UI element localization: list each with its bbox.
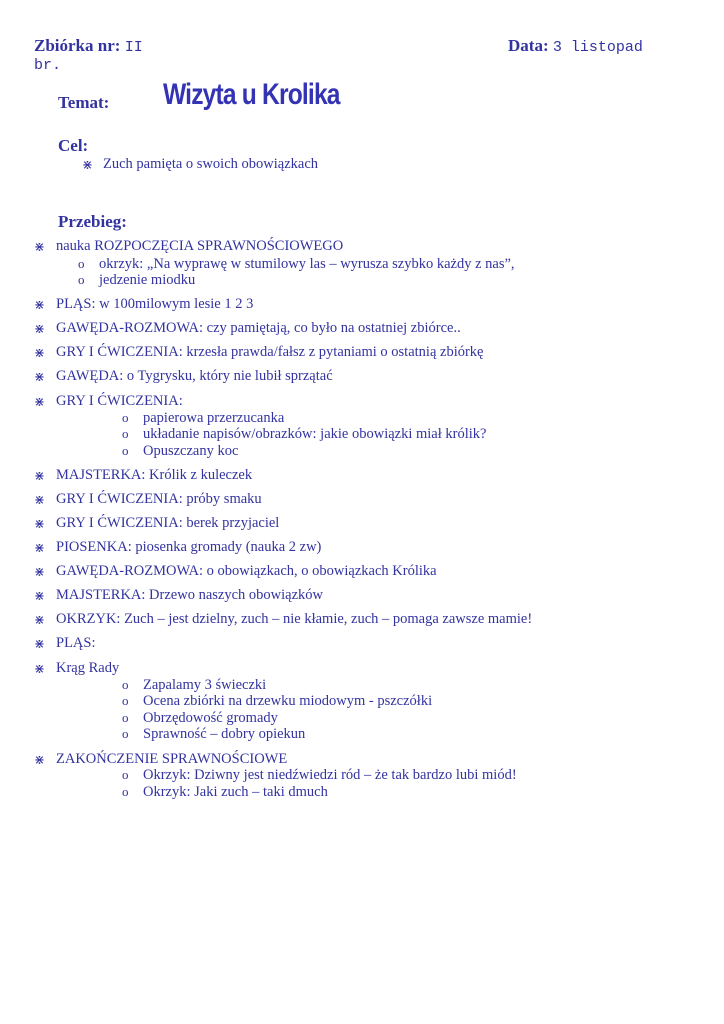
circle-bullet-icon: o [78,256,85,271]
asterisk-icon: ⋇ [34,239,45,254]
circle-bullet-icon: o [122,693,129,708]
asterisk-icon: ⋇ [34,564,45,579]
zbiorka-value-continued: br. [34,57,62,74]
przebieg-item-text: ZAKOŃCZENIE SPRAWNOŚCIOWE [56,751,288,767]
asterisk-icon: ⋇ [34,492,45,507]
circle-bullet-icon: o [122,426,129,441]
przebieg-item-text: PIOSENKA: piosenka gromady (nauka 2 zw) [56,539,322,555]
zbiorka-value: II [124,39,143,56]
asterisk-icon: ⋇ [34,588,45,603]
przebieg-item-text: PLĄS: [56,635,96,651]
przebieg-item-text: GAWĘDA: o Tygrysku, który nie lubił sprzątać [56,368,333,384]
data-label-text: Data [508,36,543,55]
asterisk-icon: ⋇ [82,157,93,172]
przebieg-subitem-text: jedzenie miodku [99,272,196,288]
przebieg-subitem-text: układanie napisów/obrazków: jakie obowiązki miał królik? [143,426,487,442]
przebieg-item-text: OKRZYK: Zuch – jest dzielny, zuch – nie kłamie, zuch – pomaga zawsze mamie! [56,611,533,627]
circle-bullet-icon: o [122,710,129,725]
przebieg-item-text: GRY I ĆWICZENIA: berek przyjaciel [56,515,280,531]
przebieg-subitem-text: Okrzyk: Dziwny jest niedźwiedzi ród – że tak bardzo lubi miód! [143,767,517,783]
przebieg-item-text: GRY I ĆWICZENIA: próby smaku [56,491,262,507]
data-value: 3 listopad [552,39,643,56]
asterisk-icon: ⋇ [34,394,45,409]
data-label: Data: 3 listopad [508,36,643,56]
przebieg-item-text: GRY I ĆWICZENIA: [56,393,183,409]
asterisk-icon: ⋇ [34,345,45,360]
asterisk-icon: ⋇ [34,636,45,651]
przebieg-item-text: GRY I ĆWICZENIA: krzesła prawda/fałsz z pytaniami o ostatnią zbiórkę [56,344,484,360]
circle-bullet-icon: o [122,410,129,425]
zbiorka-label: Zbiórka nr: II [34,36,143,56]
circle-bullet-icon: o [122,784,129,799]
page-title: Wizyta u Krolika [163,78,340,111]
circle-bullet-icon: o [122,443,129,458]
przebieg-item-text: MAJSTERKA: Królik z kuleczek [56,467,253,483]
asterisk-icon: ⋇ [34,321,45,336]
asterisk-icon: ⋇ [34,369,45,384]
asterisk-icon: ⋇ [34,752,45,767]
asterisk-icon: ⋇ [34,297,45,312]
asterisk-icon: ⋇ [34,540,45,555]
przebieg-subitem-text: Ocena zbiórki na drzewku miodowym - pszczółki [143,693,433,709]
przebieg-subitem-text: Zapalamy 3 świeczki [143,677,267,693]
asterisk-icon: ⋇ [34,516,45,531]
asterisk-icon: ⋇ [34,612,45,627]
circle-bullet-icon: o [122,677,129,692]
circle-bullet-icon: o [122,767,129,782]
cel-label: Cel: [58,136,89,155]
przebieg-label: Przebieg: [58,212,127,231]
temat-label-text: Temat [58,93,104,112]
asterisk-icon: ⋇ [34,661,45,676]
temat-label: Temat: [58,93,110,112]
przebieg-item-text: nauka ROZPOCZĘCIA SPRAWNOŚCIOWEGO [56,238,344,254]
przebieg-item-text: GAWĘDA-ROZMOWA: o obowiązkach, o obowiązkach Królika [56,563,437,579]
circle-bullet-icon: o [122,726,129,741]
przebieg-subitem-text: Okrzyk: Jaki zuch – taki dmuch [143,784,328,800]
cel-item-text: Zuch pamięta o swoich obowiązkach [103,156,319,172]
przebieg-subitem-text: papierowa przerzucanka [143,410,285,426]
przebieg-item-text: PLĄS: w 100milowym lesie 1 2 3 [56,296,254,312]
przebieg-item-text: Krąg Rady [56,660,120,676]
przebieg-subitem-text: Obrzędowość gromady [143,710,278,726]
asterisk-icon: ⋇ [34,468,45,483]
przebieg-item-text: MAJSTERKA: Drzewo naszych obowiązków [56,587,323,603]
zbiorka-label-text: Zbiórka nr [34,36,115,55]
circle-bullet-icon: o [78,272,85,287]
przebieg-subitem-text: okrzyk: „Na wyprawę w stumilowy las – wyrusza szybko każdy z nas”, [99,256,515,272]
przebieg-item-text: GAWĘDA-ROZMOWA: czy pamiętają, co było na ostatniej zbiórce.. [56,320,461,336]
przebieg-subitem-text: Opuszczany koc [143,443,239,459]
przebieg-subitem-text: Sprawność – dobry opiekun [143,726,306,742]
